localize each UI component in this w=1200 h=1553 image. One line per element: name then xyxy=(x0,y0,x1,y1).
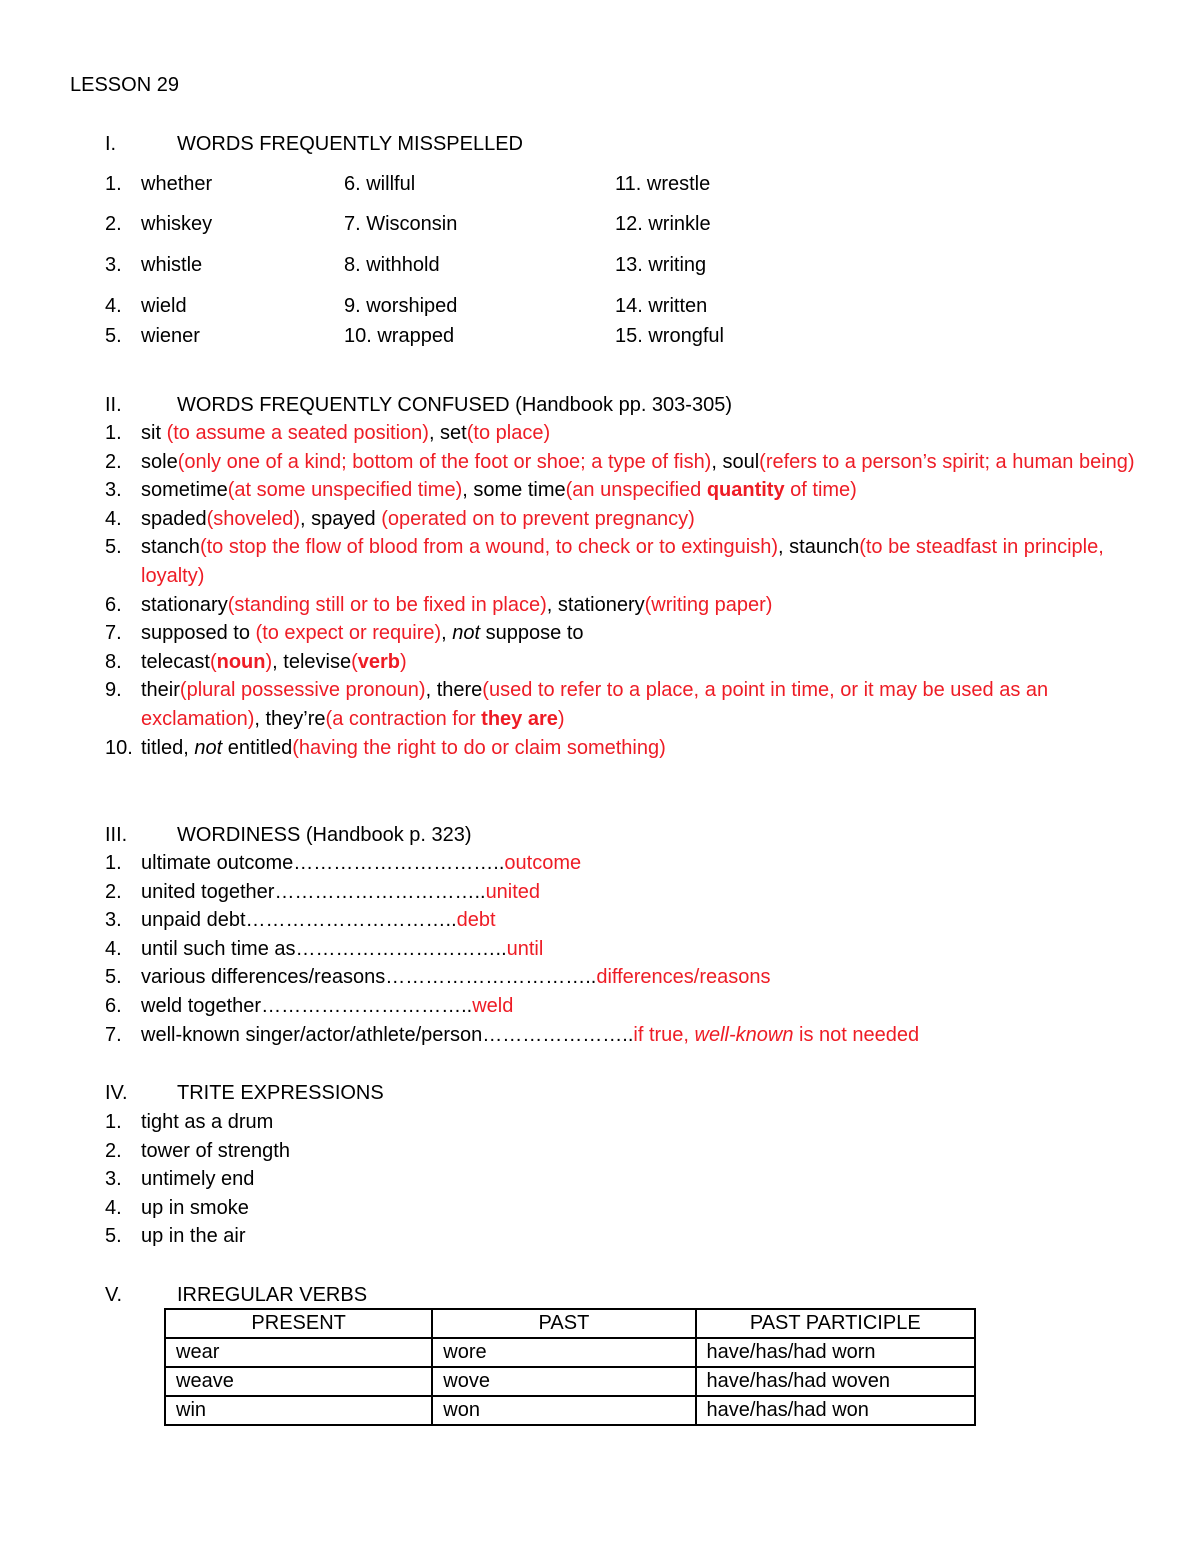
section-number: II. xyxy=(105,394,122,416)
list-item: 8. telecast(noun), televise(verb) xyxy=(105,650,407,673)
list-row xyxy=(105,211,905,237)
list-item: 4. spaded(shoveled), spayed (operated on to prevent pregnancy) xyxy=(105,507,695,530)
list-item: 5. various differences/reasons…………………………..differences/reasons xyxy=(105,966,771,989)
list-item: 7. Wisconsin xyxy=(344,213,458,235)
lesson-title: LESSON 29 xyxy=(70,74,179,96)
column-header: PRESENT xyxy=(165,1309,432,1338)
list-item: 15. wrongful xyxy=(615,325,724,347)
list-item: 7. well-known singer/actor/athlete/person…………………..if true, well-known is not needed xyxy=(105,1023,920,1046)
section-title: WORDINESS (Handbook p. 323) xyxy=(177,824,472,846)
list-item: 1. sit (to assume a seated position), set(to place) xyxy=(105,422,551,444)
list-item: 3. untimely end xyxy=(105,1168,255,1191)
section-title: WORDS FREQUENTLY MISSPELLED xyxy=(177,133,523,155)
list-item: 2. united together…………………………..united xyxy=(105,880,541,903)
table-header-row xyxy=(165,1309,975,1338)
table-cell: win xyxy=(165,1396,432,1425)
table-row xyxy=(165,1338,975,1367)
list-item: 1. ultimate outcome…………………………..outcome xyxy=(105,852,582,874)
confused-words-list xyxy=(105,419,1145,762)
list-item: 9. their(plural possessive pronoun), there(used to refer to a place, a point in time, or it may be used as an exclamation), they’re(a contraction for they are) xyxy=(105,679,1049,730)
list-item: 4. up in smoke xyxy=(105,1196,249,1219)
list-row xyxy=(105,252,905,278)
list-row xyxy=(105,323,905,349)
list-item: 6. stationary(standing still or to be fixed in place), stationery(writing paper) xyxy=(105,593,773,616)
list-item: 5. wiener xyxy=(105,325,200,347)
list-item: 2. tower of strength xyxy=(105,1139,290,1162)
table-row xyxy=(165,1367,975,1396)
table-cell: wear xyxy=(165,1338,432,1367)
column-header: PAST xyxy=(432,1309,695,1338)
list-item: 1. whether xyxy=(105,173,213,195)
list-item: 2. whiskey xyxy=(105,213,213,235)
list-item: 3. unpaid debt…………………………..debt xyxy=(105,909,496,932)
list-item: 6. weld together…………………………..weld xyxy=(105,994,514,1017)
table-cell: wore xyxy=(432,1338,695,1367)
list-row xyxy=(105,171,905,197)
table-cell: wove xyxy=(432,1367,695,1396)
section-number: IV. xyxy=(105,1082,128,1104)
column-header: PAST PARTICIPLE xyxy=(696,1309,975,1338)
list-item: 1. tight as a drum xyxy=(105,1111,274,1133)
list-item: 7. supposed to (to expect or require), not suppose to xyxy=(105,622,584,645)
irregular-verbs-table xyxy=(164,1308,976,1426)
table-cell: have/has/had worn xyxy=(696,1338,975,1367)
trite-expressions-list xyxy=(105,1108,1145,1251)
list-item: 12. wrinkle xyxy=(615,213,711,235)
table-cell: weave xyxy=(165,1367,432,1396)
table-row xyxy=(165,1396,975,1425)
list-item: 4. until such time as…………………………..until xyxy=(105,937,544,960)
list-item: 13. writing xyxy=(615,254,707,276)
table-cell: have/has/had won xyxy=(696,1396,975,1425)
list-item: 2. sole(only one of a kind; bottom of the foot or shoe; a type of fish), soul(refers to a person’s spirit; a human being) xyxy=(105,450,1135,473)
table-cell: won xyxy=(432,1396,695,1425)
section-number: I. xyxy=(105,133,117,155)
section-title: IRREGULAR VERBS xyxy=(177,1284,368,1306)
list-item: 4. wield xyxy=(105,295,187,317)
section-number: V. xyxy=(105,1284,123,1306)
list-item: 14. written xyxy=(615,295,708,317)
section-title: WORDS FREQUENTLY CONFUSED (Handbook pp. 303-305) xyxy=(177,394,732,416)
wordiness-list xyxy=(105,849,1145,1049)
list-item: 5. up in the air xyxy=(105,1225,246,1248)
list-item: 5. stanch(to stop the flow of blood from a wound, to check or to extinguish), staunch(to be steadfast in principle, loyalty) xyxy=(105,536,1104,587)
list-item: 10. wrapped xyxy=(344,325,455,347)
section-number: III. xyxy=(105,824,128,846)
list-item: 8. withhold xyxy=(344,254,440,276)
list-item: 3. whistle xyxy=(105,254,203,276)
list-item: 3. sometime(at some unspecified time), some time(an unspecified quantity of time) xyxy=(105,479,857,502)
table-cell: have/has/had woven xyxy=(696,1367,975,1396)
section-title: TRITE EXPRESSIONS xyxy=(177,1082,384,1104)
list-item: 11. wrestle xyxy=(615,173,711,195)
list-item: 6. willful xyxy=(344,173,416,195)
list-item: 10. titled, not entitled(having the right to do or claim something) xyxy=(105,736,666,759)
list-item: 9. worshiped xyxy=(344,295,458,317)
list-row xyxy=(105,293,905,319)
